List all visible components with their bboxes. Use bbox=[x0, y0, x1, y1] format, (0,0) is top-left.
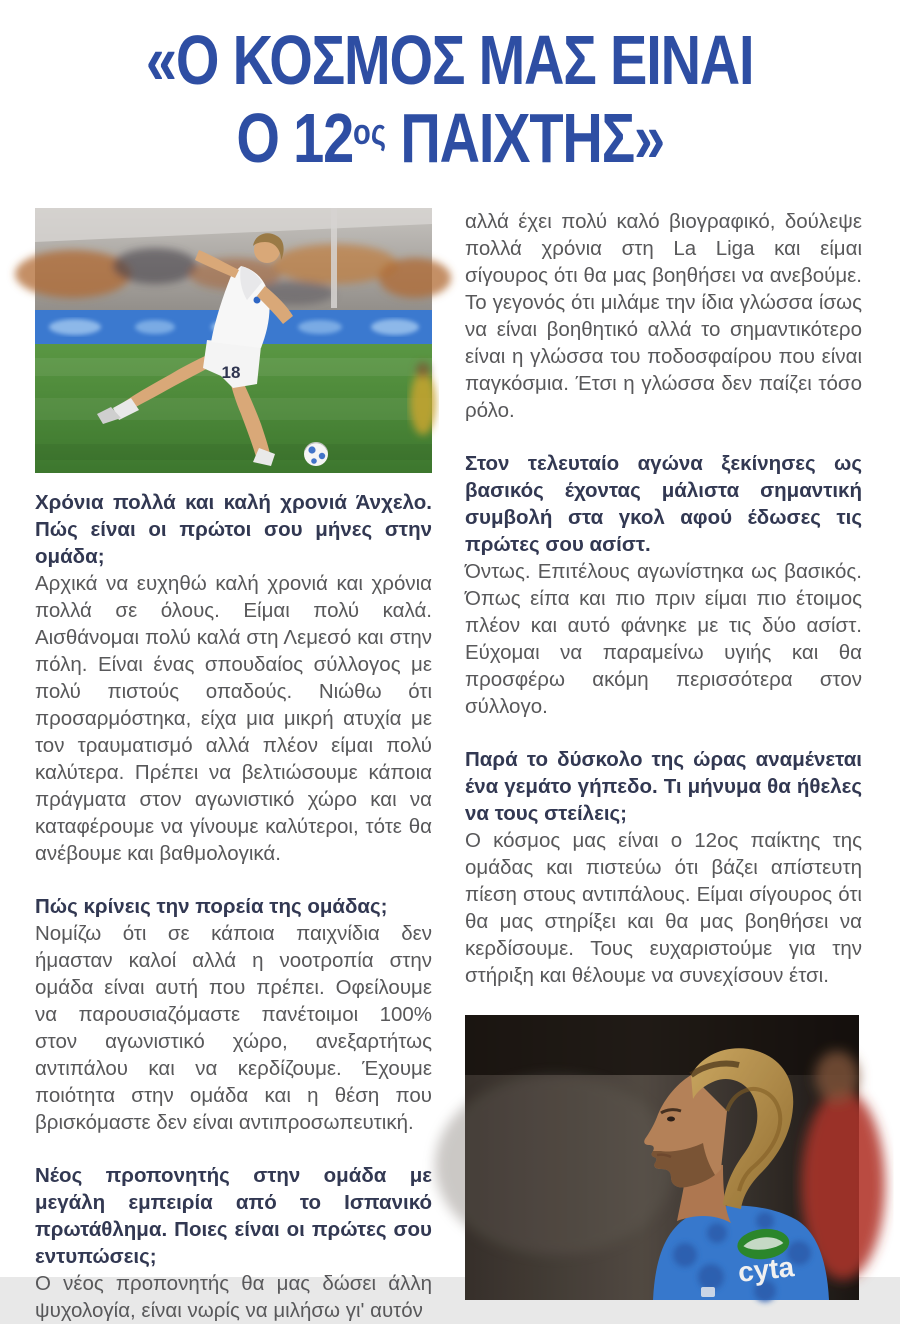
title-line-2-pre: Ο 12 bbox=[236, 99, 353, 178]
article-body bbox=[0, 208, 900, 1324]
question-text: Στον τελευταίο αγώνα ξεκίνησες ως βασικός έχοντας μάλιστα σημαντική συμβολή στα γκολ αφού έδωσες τις πρώτες σου ασίστ. bbox=[465, 452, 862, 557]
title-line-1-text: «Ο ΚΟΣΜΟΣ ΜΑΣ ΕΙΝΑΙ bbox=[146, 21, 754, 99]
page-title bbox=[0, 0, 900, 178]
question-text: Παρά το δύσκολο της ώρας αναμένεται ένα γεμάτο γήπεδο. Τι μήνυμα θα ήθελες να τους στείλεις; bbox=[465, 748, 862, 826]
answer-text: Αρχικά να ευχηθώ καλή χρονιά και χρόνια πολλά σε όλους. Είμαι πολύ καλά. Αισθάνομαι πολύ καλά στη Λεμεσό και στην πόλη. Είναι ένας σπουδαίος σύλλογος με πολύ πιστούς οπαδούς. Νιώθω ότι προσαρμόστηκα, είχα μια μικρή ατυχία με τον τραυματισμό αλλά πλέον είμαι πολύ καλύτερα. Πρέπει να βελτιώσουμε κάποια πράγματα στον αγωνιστικό χώρο και να καταφέρουμε να γίνουμε καλύτεροι, τότε θα ανέβουμε και βαθμολογικά. bbox=[35, 572, 432, 866]
answer-text: Όντως. Επιτέλους αγωνίστηκα ως βασικός. Όπως είπα και πιο πριν είμαι πιο έτοιμος πλέον και αυτό φάνηκε με τις δύο ασίστ. Εύχομαι να παραμείνω υγιής και θα προσφέρω ακόμη περισσότερα στον σύλλογο. bbox=[465, 560, 862, 719]
sponsor-logo-text: cyta bbox=[736, 1251, 796, 1288]
question-text: Νέος προπονητής στην ομάδα με μεγάλη εμπειρία από το Ισπανικό πρωτάθλημα. Ποιες είναι οι πρώτες σου εντυπώσεις; bbox=[35, 1164, 432, 1269]
answer-text: Νομίζω ότι σε κάποια παιχνίδια δεν ήμασταν καλοί αλλά η νοοτροπία στην ομάδα είναι αυτή που πρέπει. Οφείλουμε να παρουσιαζόμαστε πανέτοιμοι 100% στον αγωνιστικό χώρο, ανεξαρτήτως αντιπάλου και να κερδίζουμε. Έχουμε ποιότητα στην ομάδα και η θέση που βρισκόμαστε δεν είναι αντιπροσωπευτική. bbox=[35, 922, 432, 1135]
title-line-2 bbox=[0, 96, 900, 178]
qa-section bbox=[35, 893, 432, 1136]
title-ordinal-superscript: ος bbox=[352, 111, 386, 152]
answer-text: αλλά έχει πολύ καλό βιογραφικό, δούλεψε πολλά χρόνια στη La Liga και είμαι σίγουρος ότι θα μας βοηθήσει να ανεβούμε. Το γεγονός ότι μιλάμε την ίδια γλώσσα ίσως να είναι βοηθητικό αλλά το σημαντικότερο είναι η γλώσσα του ποδοσφαίρου που είναι παγκόσμια. Έτσι η γλώσσα δεν παίζει τόσο ρόλο. bbox=[465, 210, 862, 423]
question-text: Χρόνια πολλά και καλή χρονιά Άνχελο. Πώς είναι οι πρώτοι σου μήνες στην ομάδα; bbox=[35, 491, 432, 569]
answer-text: Ο νέος προπονητής θα μας δώσει άλλη ψυχολογία, είναι νωρίς να μιλήσω γι' αυτόν bbox=[35, 1272, 432, 1323]
player-action-photo bbox=[35, 208, 432, 473]
qa-section bbox=[465, 450, 862, 720]
player-portrait-photo bbox=[465, 1015, 859, 1300]
article-right-column bbox=[465, 208, 862, 1324]
title-line-2-text bbox=[236, 96, 664, 178]
title-line-2-post: ΠΑΙΧΤΗΣ» bbox=[385, 99, 664, 178]
football bbox=[304, 442, 328, 466]
qa-section bbox=[465, 746, 862, 989]
qa-section bbox=[35, 489, 432, 867]
jersey-number-label: 18 bbox=[221, 363, 241, 383]
question-text: Πώς κρίνεις την πορεία της ομάδας; bbox=[35, 895, 388, 919]
qa-section bbox=[465, 208, 862, 424]
article-left-column bbox=[35, 208, 432, 1324]
answer-text: Ο κόσμος μας είναι ο 12ος παίκτης της ομάδας και πιστεύω ότι βάζει απίστευτη πίεση στους αντιπάλους. Είμαι σίγουρος ότι θα μας στηρίξει και θα μας βοηθήσει να κερδίσουμε. Τους ευχαριστούμε για την στήριξη και θέλουμε να συνεχίσουν έτσι. bbox=[465, 829, 862, 988]
qa-section bbox=[35, 1162, 432, 1324]
title-line-1 bbox=[0, 21, 900, 99]
